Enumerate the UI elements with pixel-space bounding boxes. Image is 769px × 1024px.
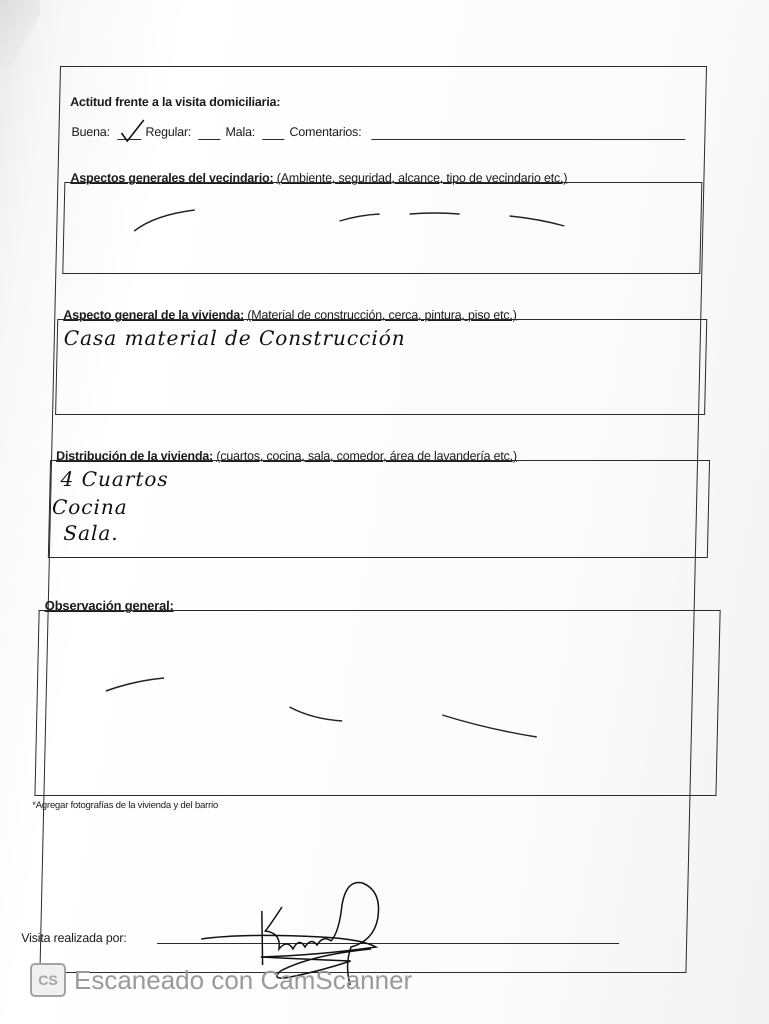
buena-label: Buena: (71, 125, 111, 139)
vivienda-hint: (Material de construcción, cerca, pintura, piso etc.) (247, 308, 517, 322)
form-sheet (21, 66, 707, 973)
footnote: *Agregar fotografías de la vivienda y del barrio (32, 800, 219, 811)
regular-label: Regular: (145, 125, 192, 139)
mala-blank[interactable] (262, 139, 284, 140)
vivienda-box[interactable] (55, 319, 707, 415)
distribucion-line-2: Cocina (51, 495, 129, 519)
vecindario-hint: (Ambiente, seguridad, alcance, tipo de vecindario etc.) (276, 171, 568, 185)
redaction-strokes (35, 611, 719, 795)
mala-label: Mala: (225, 125, 256, 139)
page-corner-shadow (0, 0, 40, 70)
redaction-strokes (63, 183, 701, 273)
observacion-heading: Observación general: (44, 598, 174, 613)
vivienda-heading: Aspecto general de la vivienda: (63, 308, 245, 322)
watermark-text: Escaneado con CamScanner (74, 964, 413, 995)
camscanner-logo-icon: CS (30, 963, 66, 997)
vecindario-heading: Aspectos generales del vecindario: (70, 171, 274, 185)
distribucion-heading: Distribución de la vivienda: (55, 449, 214, 463)
attitude-heading: Actitud frente a la visita domiciliaria: (70, 95, 281, 109)
distribucion-box[interactable] (48, 460, 710, 558)
comentarios-line[interactable] (371, 139, 685, 140)
distribucion-line-3: Sala. (63, 521, 119, 545)
vecindario-box[interactable] (62, 182, 702, 274)
distribucion-hint: (cuartos, cocina, sala, comedor, área de lavandería etc.) (216, 449, 518, 463)
camscanner-watermark (30, 963, 412, 997)
regular-blank[interactable] (198, 139, 220, 140)
comentarios-label: Comentarios: (289, 125, 362, 139)
checkmark-icon (117, 117, 148, 143)
visita-label: Visita realizada por: (21, 931, 127, 945)
observacion-box[interactable] (34, 610, 720, 796)
distribucion-line-1: 4 Cuartos (60, 467, 169, 491)
vivienda-handwriting: Casa material de Construcción (63, 326, 406, 350)
